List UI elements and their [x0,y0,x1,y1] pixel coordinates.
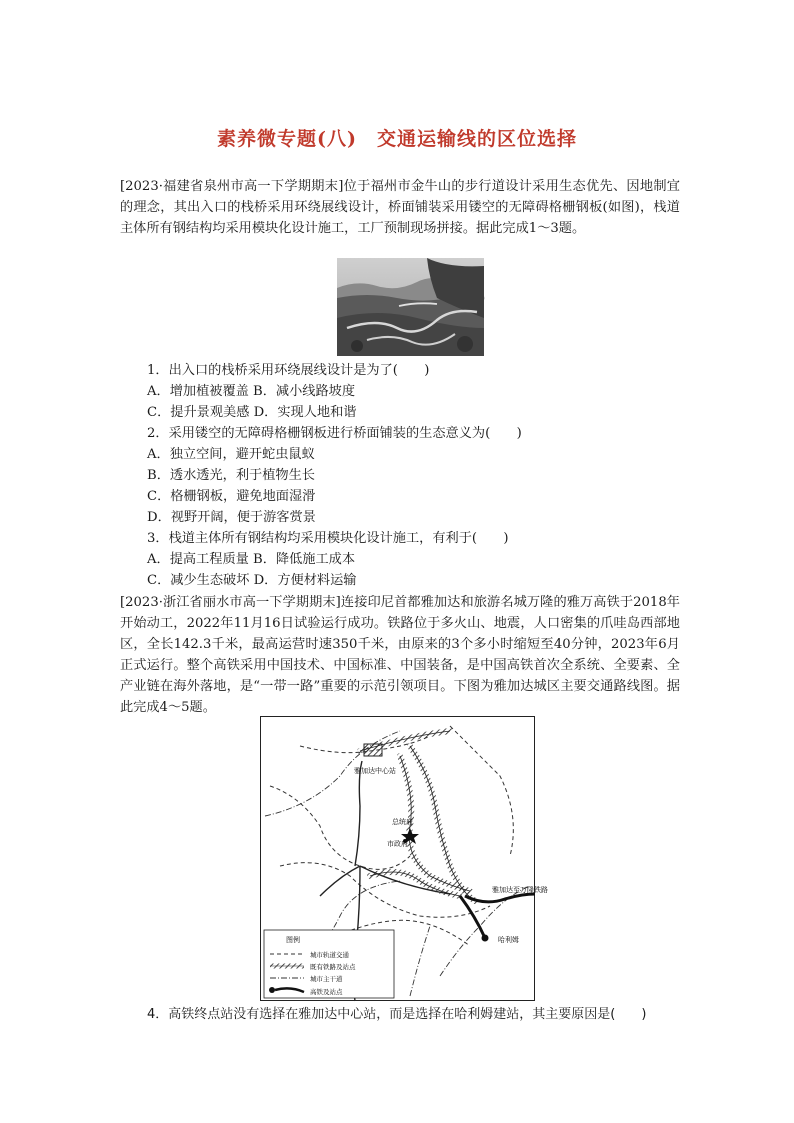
legend-title: 图例 [286,936,300,944]
map-label-city-hall: 市政府 [387,840,408,848]
jakarta-transport-map [260,716,548,1001]
map-label-presidential-palace: 总统府 [392,818,413,826]
map-legend [264,930,394,998]
question-3-options-cd: C．减少生态破坏 D．方便材料运输 [147,573,357,588]
map-label-center-station: 雅加达中心站 [354,767,396,775]
question-4-stem: 4．高铁终点站没有选择在雅加达中心站，而是选择在哈利姆建站，其主要原因是( ) [147,1007,647,1022]
bridge-photo [337,258,484,356]
question-1-options-ab: A．增加植被覆盖 B．减小线路坡度 [147,384,356,399]
question-1-stem: 1．出入口的栈桥采用环绕展线设计是为了( ) [147,363,430,378]
map-label-halim: 哈利姆 [498,936,519,944]
legend-item-urban-rail: 城市轨道交通 [310,951,349,959]
legend-item-hsr: 高铁及站点 [310,988,343,996]
legend-item-existing-rail: 既有铁路及站点 [310,963,356,971]
intro-passage-1: [2023·福建省泉州市高一下学期期末]位于福州市金牛山的步行道设计采用生态优先、因地制宜的理念，其出入口的栈桥采用环绕展线设计，桥面铺装采用镂空的无障碍格栅钢板(如图)，栈道主体所有钢结构均采用模块化设计施工，工厂预制现场拼接。据此完成1～3题。 [120,179,680,236]
map-label-route: 雅加达至万隆铁路 [492,886,548,894]
question-2-option-b: B．透水透光，利于植物生长 [147,468,315,483]
question-3-stem: 3．栈道主体所有钢结构均采用模块化设计施工，有利于( ) [147,531,509,546]
page-title: 素养微专题(八) 交通运输线的区位选择 [217,128,577,150]
question-2-option-d: D．视野开阔，便于游客赏景 [147,510,316,525]
question-2-stem: 2．采用镂空的无障碍格栅钢板进行桥面铺装的生态意义为( ) [147,426,522,441]
question-2-option-c: C．格栅钢板，避免地面湿滑 [147,489,316,504]
question-3-options-ab: A．提高工程质量 B．降低施工成本 [147,552,356,567]
intro-passage-2: [2023·浙江省丽水市高一下学期期末]连接印尼首都雅加达和旅游名城万隆的雅万高铁于2018年开始动工，2022年11月16日试验运行成功。铁路位于多火山、地震，人口密集的爪哇岛西部地区，全长142.3千米，最高运营时速350千米，由原来的3个多小时缩短至40分钟，2023年6月正式运行。整个高铁采用中国技术、中国标准、中国装备，是中国高铁首次全系统、全要素、全产业链在海外落地，是“一带一路”重要的示范引领项目。下图为雅加达城区主要交通路线图。据此完成4～5题。 [120,595,680,715]
legend-item-main-road: 城市主干道 [310,975,343,983]
question-1-options-cd: C．提升景观美感 D．实现人地和谐 [147,405,357,420]
question-2-option-a: A．独立空间，避开蛇虫鼠蚁 [147,447,315,462]
